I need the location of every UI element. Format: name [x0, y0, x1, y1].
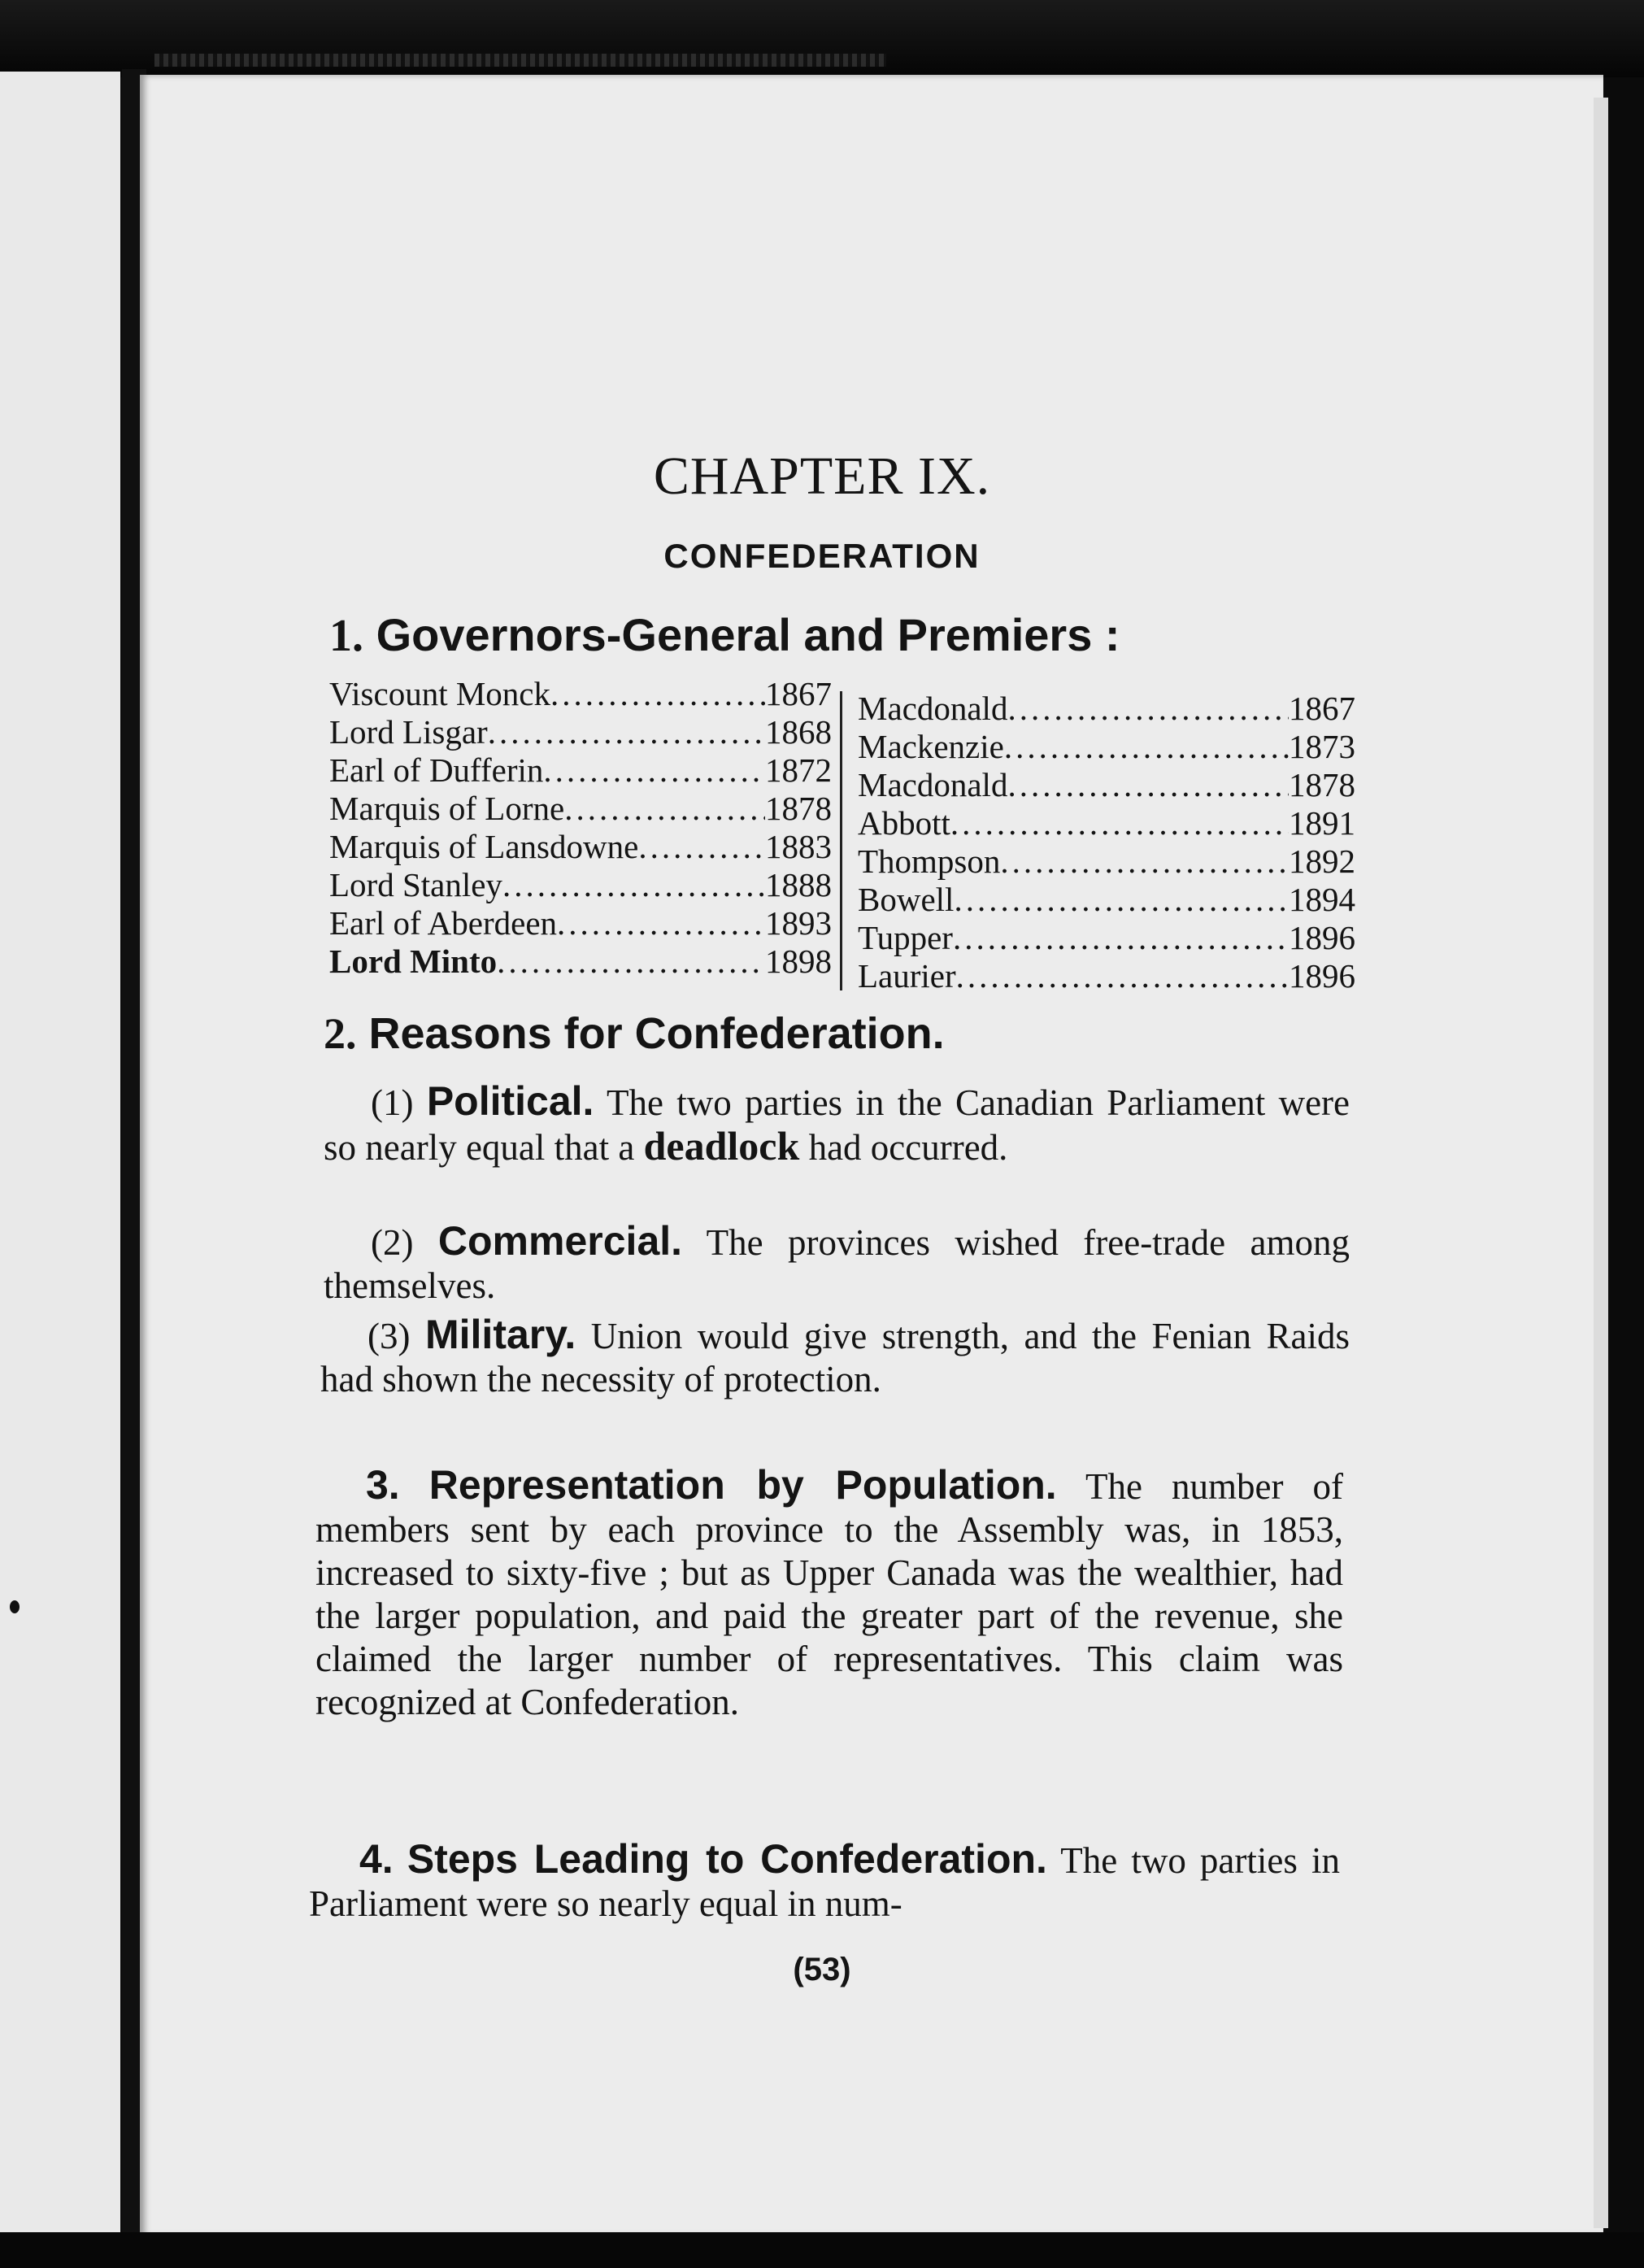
appointment-year: 1872 [765, 751, 832, 789]
reason-political [324, 1080, 1350, 1169]
governor-row [329, 828, 832, 866]
section-title: Reasons for Confederation. [368, 1009, 945, 1058]
section-1-heading [329, 608, 1120, 662]
person-name: Macdonald [858, 766, 1008, 803]
scan-bottom-border [0, 2232, 1644, 2268]
book-edge-texture [154, 54, 886, 67]
premier-row [858, 919, 1355, 957]
column-divider [840, 691, 842, 990]
section-3-paragraph [315, 1464, 1343, 1724]
person-name: Mackenzie [858, 728, 1004, 765]
leader-dots [550, 675, 765, 713]
section-lead: Steps Leading to Confederation. [407, 1836, 1047, 1882]
section-title: Governors-General and Premiers : [376, 609, 1120, 660]
page-right-edge [1594, 98, 1608, 2228]
leader-dots [1007, 690, 1289, 728]
reason-text: The provinces wished free-trade among themselves. [324, 1222, 1350, 1306]
appointment-year: 1878 [1289, 766, 1355, 803]
governor-row [329, 751, 832, 790]
leader-dots [950, 804, 1289, 842]
reason-military [320, 1313, 1350, 1401]
person-name: Marquis of Lorne [329, 790, 565, 827]
appointment-year: 1898 [765, 942, 832, 980]
leader-dots [1004, 728, 1289, 766]
section-number: 3. [366, 1462, 400, 1508]
premier-row [858, 728, 1355, 766]
leader-dots [638, 828, 765, 866]
governor-row [329, 866, 832, 904]
governor-row [329, 675, 832, 713]
scan-top-border [0, 0, 1644, 77]
reason-tail: had occurred. [808, 1127, 1008, 1168]
leader-dots [497, 942, 765, 981]
person-name: Lord Stanley [329, 866, 502, 903]
governor-row [329, 904, 832, 942]
reason-emphasis: deadlock [643, 1123, 800, 1169]
appointment-year: 1878 [765, 790, 832, 827]
governors-general-list [329, 675, 832, 981]
appointment-year: 1868 [765, 713, 832, 751]
appointment-year: 1896 [1289, 957, 1355, 995]
person-name: Earl of Aberdeen [329, 904, 558, 942]
appointment-year: 1867 [1289, 690, 1355, 727]
reason-marker: (2) [371, 1222, 414, 1263]
person-name: Viscount Monck [329, 675, 550, 712]
person-name: Tupper [858, 919, 953, 956]
leader-dots [954, 881, 1289, 919]
leader-dots [1007, 766, 1289, 804]
governor-row [329, 790, 832, 828]
person-name: Laurier [858, 957, 956, 995]
person-name: Thompson [858, 842, 1001, 880]
appointment-year: 1894 [1289, 881, 1355, 918]
reason-lead: Military. [425, 1312, 576, 1357]
leader-dots [564, 790, 765, 828]
reason-lead: Commercial. [437, 1218, 683, 1264]
reason-marker: (1) [371, 1082, 414, 1123]
ink-mark [10, 1600, 20, 1613]
facing-page-edge [0, 72, 120, 2235]
premier-row [858, 842, 1355, 881]
person-name: Lord Minto [329, 942, 498, 980]
premier-row [858, 766, 1355, 804]
leader-dots [502, 866, 765, 904]
person-name: Marquis of Lansdowne [329, 828, 639, 865]
person-name: Bowell [858, 881, 955, 918]
premier-row [858, 881, 1355, 919]
section-4-paragraph [309, 1838, 1340, 1926]
section-lead: Representation by Population. [428, 1462, 1057, 1508]
section-number: 1. [329, 611, 363, 661]
appointment-year: 1883 [765, 828, 832, 865]
leader-dots [557, 904, 765, 942]
person-name: Earl of Dufferin [329, 751, 544, 789]
reason-lead: Political. [426, 1078, 594, 1124]
appointment-year: 1892 [1289, 842, 1355, 880]
leader-dots [543, 751, 765, 790]
appointment-year: 1873 [1289, 728, 1355, 765]
leader-dots [956, 957, 1289, 995]
appointment-year: 1893 [765, 904, 832, 942]
page-number: (53) [793, 1952, 851, 1987]
leader-dots [1000, 842, 1289, 881]
person-name: Macdonald [858, 690, 1008, 727]
section-number: 2. [324, 1009, 357, 1058]
appointment-year: 1867 [765, 675, 832, 712]
person-name: Abbott [858, 804, 950, 842]
chapter-subtitle: CONFEDERATION [663, 537, 981, 575]
section-number: 4. [359, 1836, 394, 1882]
section-text: The two parties in Parliament were so nearly equal in num- [309, 1840, 1341, 1924]
reason-text: Union would give strength, and the Fenian Raids had shown the necessity of protection. [320, 1316, 1350, 1400]
premier-row [858, 957, 1355, 995]
premier-row [858, 804, 1355, 842]
governor-row [329, 713, 832, 751]
chapter-title: CHAPTER IX. [653, 446, 991, 506]
appointment-year: 1888 [765, 866, 832, 903]
leader-dots [953, 919, 1289, 957]
section-text: The number of members sent by each province to the Assembly was, in 1853, increased to sixty-five ; but as Upper Canada was the wealthier, had the larger population, and paid the greater part of the revenue, she claimed the larger number of representatives. This claim was recognized at Confederation. [315, 1466, 1344, 1722]
leader-dots [488, 713, 765, 751]
premiers-list [858, 690, 1355, 995]
appointment-year: 1896 [1289, 919, 1355, 956]
premier-row [858, 690, 1355, 728]
reason-text: The two parties in the Canadian Parliament were so nearly equal that a [324, 1082, 1350, 1168]
appointment-year: 1891 [1289, 804, 1355, 842]
reason-marker: (3) [368, 1316, 411, 1356]
reason-commercial [324, 1220, 1350, 1308]
person-name: Lord Lisgar [329, 713, 488, 751]
section-2-heading [324, 1008, 945, 1059]
governor-row [329, 942, 832, 981]
